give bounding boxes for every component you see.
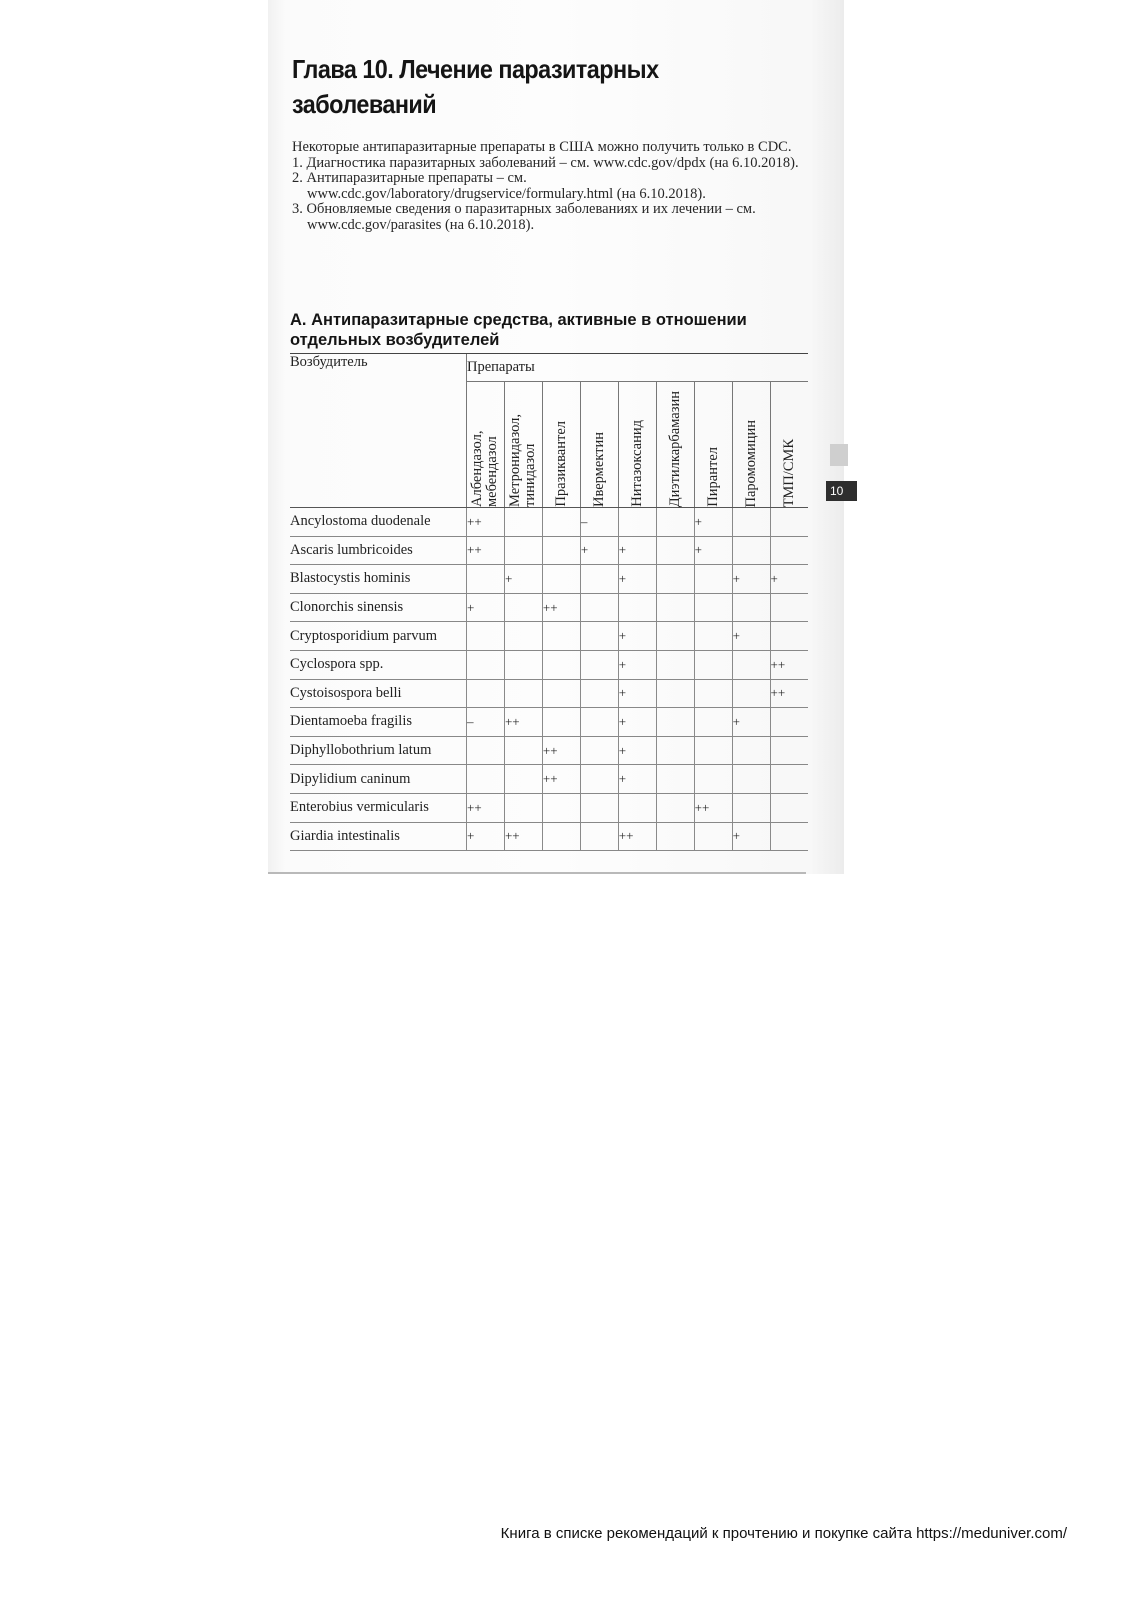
activity-cell [770, 593, 808, 622]
chapter-title [292, 52, 742, 122]
table-row [290, 593, 808, 622]
activity-cell: + [618, 679, 656, 708]
activity-cell [732, 736, 770, 765]
activity-cell: + [732, 708, 770, 737]
activity-cell [618, 593, 656, 622]
activity-cell [732, 679, 770, 708]
activity-cell [580, 622, 618, 651]
activity-cell [618, 508, 656, 537]
activity-cell [580, 565, 618, 594]
drug-name: Метронидазол, тинидазол [507, 413, 539, 507]
activity-cell [542, 822, 580, 851]
activity-cell [580, 593, 618, 622]
activity-cell [467, 565, 505, 594]
activity-cell: + [580, 536, 618, 565]
drug-column-header [656, 382, 694, 508]
activity-cell [580, 793, 618, 822]
activity-cell: – [580, 508, 618, 537]
chapter-title-line2: заболеваний [292, 89, 437, 119]
activity-cell: ++ [467, 508, 505, 537]
page-gutter-shadow [812, 0, 844, 874]
drug-activity-table [290, 353, 808, 851]
activity-cell: + [467, 593, 505, 622]
activity-cell: + [732, 822, 770, 851]
activity-cell [732, 593, 770, 622]
activity-cell [504, 622, 542, 651]
activity-cell: + [618, 708, 656, 737]
activity-cell [732, 765, 770, 794]
activity-cell [694, 736, 732, 765]
activity-cell [504, 793, 542, 822]
chapter-tab-shadow [830, 444, 848, 466]
drug-table-body [290, 508, 808, 851]
reference-item: 2. Антипаразитарные препараты – см. www.cdc.gov/laboratory/drugservice/formulary.html (на 6.10.2018). [292, 170, 706, 202]
activity-cell [580, 679, 618, 708]
drug-name: ТМП/СМК [780, 438, 797, 507]
drug-name: Диэтилкарбамазин [666, 390, 683, 507]
activity-cell [542, 622, 580, 651]
activity-cell [580, 708, 618, 737]
activity-cell: ++ [770, 650, 808, 679]
organism-name: Enterobius vermicularis [290, 793, 467, 822]
activity-cell: + [467, 822, 505, 851]
drug-column-header [770, 382, 808, 508]
activity-cell: ++ [467, 536, 505, 565]
activity-cell [694, 765, 732, 794]
activity-cell [504, 765, 542, 794]
activity-cell [504, 736, 542, 765]
activity-cell [656, 593, 694, 622]
activity-cell [542, 565, 580, 594]
activity-cell: + [618, 650, 656, 679]
drug-column-header [542, 382, 580, 508]
footer-note: Книга в списке рекомендаций к прочтению и покупке сайта https://meduniver.com/ [500, 1525, 1067, 1542]
activity-cell [770, 736, 808, 765]
activity-cell [467, 736, 505, 765]
activity-cell: – [467, 708, 505, 737]
activity-cell [580, 822, 618, 851]
activity-cell [504, 536, 542, 565]
activity-cell [467, 765, 505, 794]
table-row [290, 536, 808, 565]
activity-cell [467, 679, 505, 708]
activity-cell: + [618, 765, 656, 794]
activity-cell: + [618, 736, 656, 765]
organism-name: Ascaris lumbricoides [290, 536, 467, 565]
drug-column-header [618, 382, 656, 508]
activity-cell [656, 622, 694, 651]
activity-cell [694, 822, 732, 851]
intro-text [292, 140, 812, 233]
activity-cell [770, 765, 808, 794]
activity-cell [542, 536, 580, 565]
activity-cell: ++ [770, 679, 808, 708]
activity-cell: ++ [542, 765, 580, 794]
organism-column-header: Возбудитель [290, 354, 467, 508]
activity-cell: + [504, 565, 542, 594]
activity-cell [542, 679, 580, 708]
activity-cell [694, 679, 732, 708]
table-row [290, 708, 808, 737]
drugs-group-header: Препараты [467, 354, 809, 382]
page-bottom-edge [268, 872, 806, 874]
activity-cell [732, 508, 770, 537]
activity-cell [770, 622, 808, 651]
drug-column-header [732, 382, 770, 508]
intro-paragraph: Некоторые антипаразитарные препараты в США можно получить только в CDC. [292, 139, 792, 155]
activity-cell [580, 765, 618, 794]
organism-name: Ancylostoma duodenale [290, 508, 467, 537]
chapter-title-line1: Глава 10. Лечение паразитарных [292, 54, 659, 84]
activity-cell [656, 650, 694, 679]
activity-cell: ++ [504, 822, 542, 851]
drug-column-header [694, 382, 732, 508]
reference-item: 3. Обновляемые сведения о паразитарных заболеваниях и их лечении – см. www.cdc.gov/parasites (на 6.10.2018). [292, 201, 756, 233]
activity-cell [770, 708, 808, 737]
activity-cell [770, 508, 808, 537]
organism-name: Dipylidium caninum [290, 765, 467, 794]
organism-name: Cystoisospora belli [290, 679, 467, 708]
activity-cell: + [618, 536, 656, 565]
organism-name: Dientamoeba fragilis [290, 708, 467, 737]
activity-cell [504, 650, 542, 679]
activity-cell: + [694, 508, 732, 537]
drug-column-header [580, 382, 618, 508]
organism-name: Cryptosporidium parvum [290, 622, 467, 651]
drug-name: Паромомицин [742, 419, 759, 507]
activity-cell: ++ [542, 593, 580, 622]
activity-cell: ++ [618, 822, 656, 851]
activity-cell: ++ [694, 793, 732, 822]
drug-column-header [504, 382, 542, 508]
table-row [290, 508, 808, 537]
organism-name: Diphyllobothrium latum [290, 736, 467, 765]
table-row [290, 622, 808, 651]
activity-cell [770, 822, 808, 851]
reference-list [292, 156, 812, 234]
table-row [290, 765, 808, 794]
activity-cell [542, 508, 580, 537]
activity-cell [694, 650, 732, 679]
activity-cell [618, 793, 656, 822]
activity-cell [504, 679, 542, 708]
activity-cell [732, 650, 770, 679]
activity-cell [656, 536, 694, 565]
activity-cell [580, 650, 618, 679]
chapter-tab-marker: 10 [826, 481, 857, 501]
activity-cell [542, 650, 580, 679]
activity-cell [694, 593, 732, 622]
activity-cell [580, 736, 618, 765]
reference-item: 1. Диагностика паразитарных заболеваний – см. www.cdc.gov/dpdx (на 6.10.2018). [292, 154, 799, 171]
activity-cell [656, 708, 694, 737]
table-row [290, 650, 808, 679]
organism-name: Clonorchis sinensis [290, 593, 467, 622]
activity-cell [542, 793, 580, 822]
activity-cell: ++ [467, 793, 505, 822]
activity-cell [770, 536, 808, 565]
drug-name: Албендазол, мебендазол [469, 430, 501, 507]
drug-name: Пирантел [704, 447, 721, 507]
table-row [290, 793, 808, 822]
organism-name: Cyclospora spp. [290, 650, 467, 679]
table-row [290, 565, 808, 594]
activity-cell: + [770, 565, 808, 594]
activity-cell: + [694, 536, 732, 565]
activity-cell [694, 565, 732, 594]
table-row [290, 736, 808, 765]
activity-cell [694, 622, 732, 651]
drug-column-header [467, 382, 505, 508]
activity-cell: + [732, 565, 770, 594]
section-title: А. Антипаразитарные средства, активные в отношении отдельных возбудителей [290, 311, 747, 349]
table-row [290, 822, 808, 851]
activity-cell [504, 593, 542, 622]
activity-cell [656, 736, 694, 765]
activity-cell [732, 536, 770, 565]
drug-name: Ивермектин [590, 431, 607, 507]
activity-cell [656, 508, 694, 537]
activity-cell: ++ [542, 736, 580, 765]
drug-name: Нитазоксанид [628, 420, 645, 507]
activity-cell: ++ [504, 708, 542, 737]
activity-cell [656, 679, 694, 708]
activity-cell [504, 508, 542, 537]
activity-cell [732, 793, 770, 822]
activity-cell: + [618, 622, 656, 651]
activity-cell [656, 822, 694, 851]
activity-cell [542, 708, 580, 737]
table-row [290, 679, 808, 708]
activity-cell [770, 793, 808, 822]
activity-cell [656, 793, 694, 822]
activity-cell [467, 622, 505, 651]
activity-cell [467, 650, 505, 679]
drug-name: Празиквантел [552, 421, 569, 507]
organism-name: Blastocystis hominis [290, 565, 467, 594]
activity-cell: + [618, 565, 656, 594]
organism-name: Giardia intestinalis [290, 822, 467, 851]
activity-cell [656, 565, 694, 594]
activity-cell [694, 708, 732, 737]
activity-cell: + [732, 622, 770, 651]
activity-cell [656, 765, 694, 794]
